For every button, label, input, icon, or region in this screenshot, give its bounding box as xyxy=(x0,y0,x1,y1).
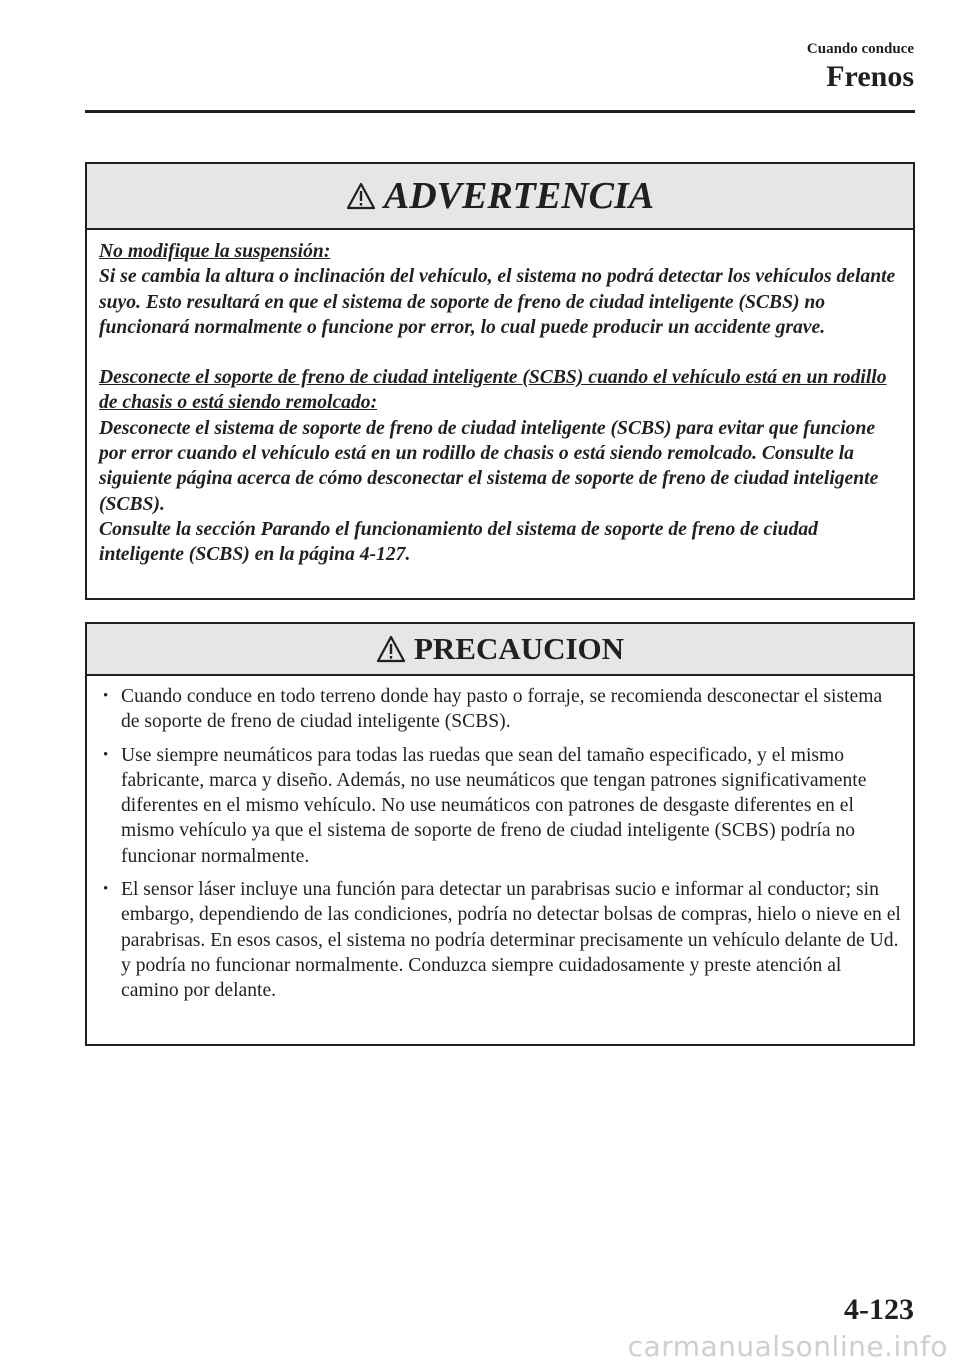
warning-text-reference: Consulte la sección Parando el funcionamiento del sistema de soporte de freno de ciudad inteligente (SCBS) en la página 4-127. xyxy=(99,518,818,566)
bullet-icon: • xyxy=(103,746,109,763)
warning-triangle-icon xyxy=(346,182,376,210)
caution-item-text: Use siempre neumáticos para todas las ruedas que sean del tamaño especificado, y el mismo fabricante, marca y diseño. Además, no use neumáticos que tengan patrones significativamente diferentes en el mismo vehículo. No use neumáticos con patrones de desgaste diferentes en el mismo vehículo ya que el sistema de soporte de freno de ciudad inteligente (SCBS) podría no funcionar normalmente. xyxy=(121,744,867,867)
caution-title-bar xyxy=(87,624,913,676)
warning-title-bar xyxy=(87,164,913,230)
caution-item-text: El sensor láser incluye una función para detectar un parabrisas sucio e informar al conductor; sin embargo, dependiendo de las condiciones, podría no detectar bolsas de compras, hielo o nieve en el parabrisas. En esos casos, el sistema no podría determinar precisamente un vehículo delante de Ud. y podría no funcionar normalmente. Conduzca siempre cuidadosamente y preste atención al camino por delante. xyxy=(121,879,901,1002)
watermark: carmanualsonline.info xyxy=(627,1330,948,1363)
section-name: Cuando conduce xyxy=(806,41,914,57)
caution-list xyxy=(101,684,903,1004)
caution-box xyxy=(85,622,915,1046)
caution-item xyxy=(101,877,903,1003)
warning-box xyxy=(85,162,915,600)
warning-body xyxy=(87,230,913,568)
caution-item xyxy=(101,743,903,869)
caution-triangle-icon xyxy=(376,635,406,663)
caution-item-text: Cuando conduce en todo terreno donde hay pasto o forraje, se recomienda desconectar el sistema de soporte de freno de ciudad inteligente (SCBS). xyxy=(121,686,883,733)
page-number: 4-123 xyxy=(844,1293,914,1326)
warning-text-suspension: Si se cambia la altura o inclinación del vehículo, el sistema no podrá detectar los vehículos delante suyo. Esto resultará en que el sistema de soporte de freno de ciudad inteligente (SCBS) no funcionará normalmente o funcione por error, lo cual puede producir un accidente grave. xyxy=(99,266,896,338)
header-divider xyxy=(85,110,915,113)
warning-title: ADVERTENCIA xyxy=(383,175,655,217)
bullet-icon: • xyxy=(103,881,109,898)
warning-heading-disconnect: Desconecte el soporte de freno de ciudad inteligente (SCBS) cuando el vehículo está en un rodillo de chasis o está siendo remolcado: xyxy=(99,367,887,414)
bullet-icon: • xyxy=(103,688,109,704)
caution-title: PRECAUCION xyxy=(413,631,625,666)
chapter-title: Frenos xyxy=(826,60,914,93)
caution-item xyxy=(101,684,903,735)
warning-heading-suspension: No modifique la suspensión: xyxy=(99,241,331,262)
paragraph-gap xyxy=(99,340,901,365)
caution-body xyxy=(87,676,913,1004)
page-header xyxy=(807,40,914,94)
warning-text-disconnect: Desconecte el sistema de soporte de freno de ciudad inteligente (SCBS) para evitar que funcione por error cuando el vehículo está en un rodillo de chasis o está siendo remolcado. Consulte la siguiente página acerca de cómo desconectar el sistema de soporte de freno de ciudad inteligente (SCBS). xyxy=(99,417,879,515)
